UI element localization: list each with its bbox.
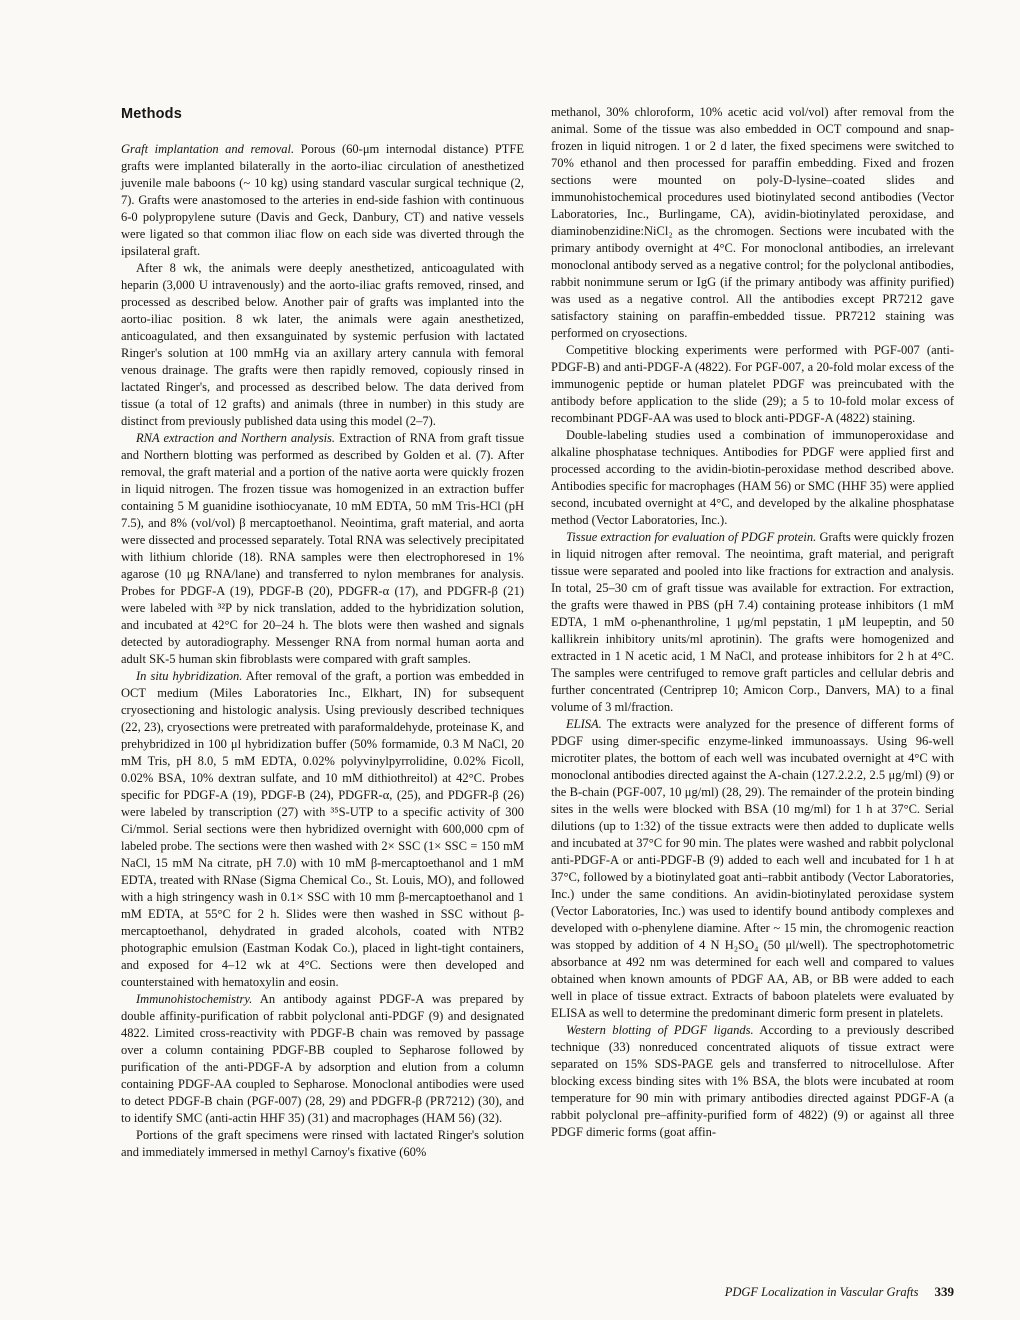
section-heading-methods: Methods	[121, 106, 183, 122]
paragraph-text: The extracts were analyzed for the presence of different forms of PDGF using dimer-specific enzyme-linked immunoassays. Using 96-well microtiter plates, the bottom of each well was incubated overnight at 4°C with monoclonal antibodies directed against the A-chain (127.2.2.2, 2.5 μg/ml) (9) or the B-chain (PGF-007, 10 μg/ml) (28, 29). The remainder of the protein binding sites in the wells were blocked with BSA (10 mg/ml) for 1 h at 37°C. Serial dilutions (up to 1:32) of the tissue extracts were then added to duplicate wells and incubated at 37°C for 90 min. The plates were washed and rabbit polyclonal anti-PDGF-A or anti-PDGF-B (9) added to each well and incubated for 1 h at 37°C, followed by a biotinylated goat anti–rabbit antibody (Vector Laboratories, Inc.) under the same conditions. An avidin-biotinylated peroxidase system (Vector Laboratories, Inc.) was used to identify bound antibody complexes and developed with o-phenylene diamine. After ~ 15 min, the chromogenic reaction was stopped by addition of 4 N H₂SO₄ (50 μl/well). The spectrophotometric absorbance at 492 nm was determined for each well and compared to values obtained when known amounts of PDGF AA, AB, or BB were added to each well in place of tissue extract. Extracts of baboon platelets were evaluated by ELISA as well to determine the predominant dimeric form present in platelets.	[551, 717, 954, 1020]
paragraph-immunohistochemistry	[121, 991, 524, 1127]
paragraph-graft-harvest	[121, 260, 524, 430]
paragraph-lead: ELISA.	[566, 717, 602, 731]
paragraph-lead: In situ hybridization.	[136, 669, 243, 683]
paragraph-text: After 8 wk, the animals were deeply anesthetized, anticoagulated with heparin (3,000 U intravenously) and the aorto-iliac grafts removed, rinsed, and processed as described below. Another pair of grafts was implanted into the aorto-iliac position. 8 wk later, the animals were again anesthetized, anticoagulated, and then exsanguinated by systemic perfusion with lactated Ringer's solution at 100 mmHg via an axillary artery cannula with femoral venous drainage. The grafts were then rapidly removed, copiously rinsed in lactated Ringer's, and processed as described below. The data derived from tissue (a total of 12 grafts) and animals (three in number) in this study are distinct from previously published data using this model (2–7).	[121, 261, 524, 428]
paragraph-rna-extraction	[121, 430, 524, 668]
paragraph-text: Portions of the graft specimens were rinsed with lactated Ringer's solution and immediately immersed in methyl Carnoy's fixative (60%	[121, 1128, 524, 1159]
paragraph-tissue-extraction	[551, 529, 954, 716]
paragraph-lead: Immunohistochemistry.	[136, 992, 253, 1006]
paragraph-specimen-fixation	[121, 1127, 524, 1161]
two-column-layout	[121, 104, 954, 1161]
paragraph-lead: Western blotting of PDGF ligands.	[566, 1023, 754, 1037]
paragraph-double-labeling	[551, 427, 954, 529]
paragraph-fixation-continued	[551, 104, 954, 342]
paragraph-text: Porous (60-μm internodal distance) PTFE grafts were implanted bilaterally in the aorto-iliac circulation of anesthetized juvenile male baboons (~ 10 kg) using standard vascular surgical technique (2, 7). Grafts were anastomosed to the arteries in end-side fashion with continuous 6-0 polypropylene suture (Davis and Geck, Danbury, CT) and native vessels were ligated so that common iliac flow on each side was diverted through the ipsilateral graft.	[121, 142, 524, 258]
paragraph-western-blotting	[551, 1022, 954, 1141]
paragraph-graft-implantation	[121, 141, 524, 260]
paragraph-elisa	[551, 716, 954, 1022]
paragraph-text: Extraction of RNA from graft tissue and Northern blotting was performed as described by Golden et al. (7). After removal, the graft material and a portion of the native aorta were quickly frozen in liquid nitrogen. The frozen tissue was homogenized in an extraction buffer containing 5 M guanidine isothiocyanate, 10 mM EDTA, 50 mM Tris-HCl (pH 7.5), and 8% (vol/vol) β mercaptoethanol. Neointima, graft material, and aorta were dissected and processed separately. Total RNA was selectively precipitated with lithium chloride (18). RNA samples were then electrophoresed in 1% agarose (10 μg RNA/lane) and transferred to nylon membranes for analysis. Probes for PDGF-A (19), PDGF-B (20), PDGFR-α (17), and PDGFR-β (21) were labeled with ³²P by nick translation, added to the hybridization solution, and incubated at 42°C for 20–24 h. The blots were then washed and signals detected by autoradiography. Messenger RNA from normal human aorta and adult SK-5 human skin fibroblasts were compared with graft samples.	[121, 431, 524, 666]
paragraph-text: Grafts were quickly frozen in liquid nitrogen after removal. The neointima, graft material, and perigraft tissue were separated and pooled into like fractions for extraction and analysis. In total, 25–30 cm of graft tissue was available for extraction. For extraction, the grafts were thawed in PBS (pH 7.4) containing protease inhibitors (1 mM EDTA, 1 mM o-phenanthroline, 1 μg/ml pepstatin, 1 μM leupeptin, and 50 kallikrein inhibitory units/ml aprotinin). The grafts were homogenized and extracted in 1 N acetic acid, 1 M NaCl, and protease inhibitors for 2 h at 4°C. The samples were centrifuged to remove graft particles and cellular debris and further concentrated (Centriprep 10; Amicon Corp., Danvers, MA) to a final volume of 3 ml/fraction.	[551, 530, 954, 714]
paragraph-in-situ-hybridization	[121, 668, 524, 991]
paragraph-lead: Graft implantation and removal.	[121, 142, 295, 156]
paragraph-text: According to a previously described technique (33) nonreduced concentrated aliquots of tissue extract were separated on 15% SDS-PAGE gels and transferred to nitrocellulose. After blocking excess binding sites with 1% BSA, the blots were incubated at room temperature for 90 min with primary antibodies directed against PDGF-A (a rabbit polyclonal pre–affinity-purified form of 4822) (9) or against all three PDGF dimeric forms (goat affin-	[551, 1023, 954, 1139]
left-column	[121, 104, 524, 1161]
paragraph-lead: Tissue extraction for evaluation of PDGF protein.	[566, 530, 817, 544]
paragraph-text: Double-labeling studies used a combination of immunoperoxidase and alkaline phosphatase techniques. Antibodies for PDGF were applied first and processed according to the avidin-biotin-peroxidase method described above. Antibodies specific for macrophages (HAM 56) or SMC (HHF 35) were applied second, incubated overnight at 4°C, and developed by the alkaline phosphatase method (Vector Laboratories, Inc.).	[551, 428, 954, 527]
paragraph-competitive-blocking	[551, 342, 954, 427]
page-number: 339	[934, 1284, 954, 1299]
paragraph-text: Competitive blocking experiments were performed with PGF-007 (anti-PDGF-B) and anti-PDGF-A (4822). For PGF-007, a 20-fold molar excess of the immunogenic peptide or human platelet PDGF was preincubated with the antibody before application to the slide (29); a 5 to 10-fold molar excess of recombinant PDGF-AA was used to block anti-PDGF-A (4822) staining.	[551, 343, 954, 425]
right-column	[551, 104, 954, 1161]
paragraph-lead: RNA extraction and Northern analysis.	[136, 431, 336, 445]
paragraph-text: An antibody against PDGF-A was prepared by double affinity-purification of rabbit polyclonal anti-PDGF (9) and designated 4822. Limited cross-reactivity with PDGF-B chain was removed by passage over a column containing PDGF-BB coupled to Sepharose followed by purification of the anti-PDGF-A by adsorption and elution from a column containing PDGF-AA coupled to Sepharose. Monoclonal antibodies were used to detect PDGF-B chain (PGF-007) (28, 29) and PDGFR-β (PR7212) (30), and to identify SMC (anti-actin HHF 35) (31) and macrophages (HAM 56) (32).	[121, 992, 524, 1125]
paragraph-text: methanol, 30% chloroform, 10% acetic acid vol/vol) after removal from the animal. Some of the tissue was also embedded in OCT compound and snap-frozen in liquid nitrogen. 1 or 2 d later, the fixed specimens were switched to 70% ethanol and then processed for paraffin embedding. Fixed and frozen sections were mounted on poly-D-lysine–coated slides and immunohistochemical procedures used biotinylated second antibodies (Vector Laboratories, Inc., Burlingame, CA), avidin-biotinylated peroxidase, and diaminobenzidine:NiCl₂ as the chromogen. Sections were incubated with the primary antibody overnight at 4°C. For monoclonal antibodies, an irrelevant monoclonal antibody served as a negative control; for the polyclonal antibodies, rabbit nonimmune serum or IgG (if the primary antibody was affinity purified) was used as a negative control. All the antibodies except PR7212 gave satisfactory staining on paraffin-embedded tissue. PR7212 staining was performed on cryosections.	[551, 105, 954, 340]
page-footer	[725, 1284, 954, 1300]
running-title: PDGF Localization in Vascular Grafts	[724, 1285, 919, 1299]
paragraph-text: After removal of the graft, a portion was embedded in OCT medium (Miles Laboratories Inc., Elkhart, IN) for subsequent cryosectioning and histologic analysis. Using previously described techniques (22, 23), cryosections were pretreated with paraformaldehyde, proteinase K, and prehybridized in 100 μl hybridization buffer (50% formamide, 0.3 M NaCl, 20 mM Tris, pH 8.0, 5 mM EDTA, 0.02% polyvinylpyrrolidine, 0.02% Ficoll, 0.02% BSA, 10% dextran sulfate, and 10 mM dithiothreitol) at 42°C. Probes specific for PDGF-A (19), PDGF-B (24), PDGFR-α, (25), and PDGFR-β (26) were labeled by transcription (27) with ³⁵S-UTP to a specific activity of 300 Ci/mmol. Serial sections were then hybridized overnight with 600,000 cpm of labeled probe. The sections were then washed with 2× SSC (1× SSC = 150 mM NaCl, 15 mM Na citrate, pH 7.0) with 10 mM β-mercaptoethanol and 1 mM EDTA, treated with RNase (Sigma Chemical Co., St. Louis, MO), and followed with a high stringency wash in 0.1× SSC with 10 mm β-mercaptoethanol and 1 mM EDTA, at 55°C for 2 h. Slides were then washed in SSC without β-mercaptoethanol, dehydrated in graded alcohols, coated with NTB2 photographic emulsion (Eastman Kodak Co.), placed in light-tight containers, and exposed for 4–12 wk at 4°C. Sections were then developed and counterstained with hematoxylin and eosin.	[121, 669, 524, 989]
